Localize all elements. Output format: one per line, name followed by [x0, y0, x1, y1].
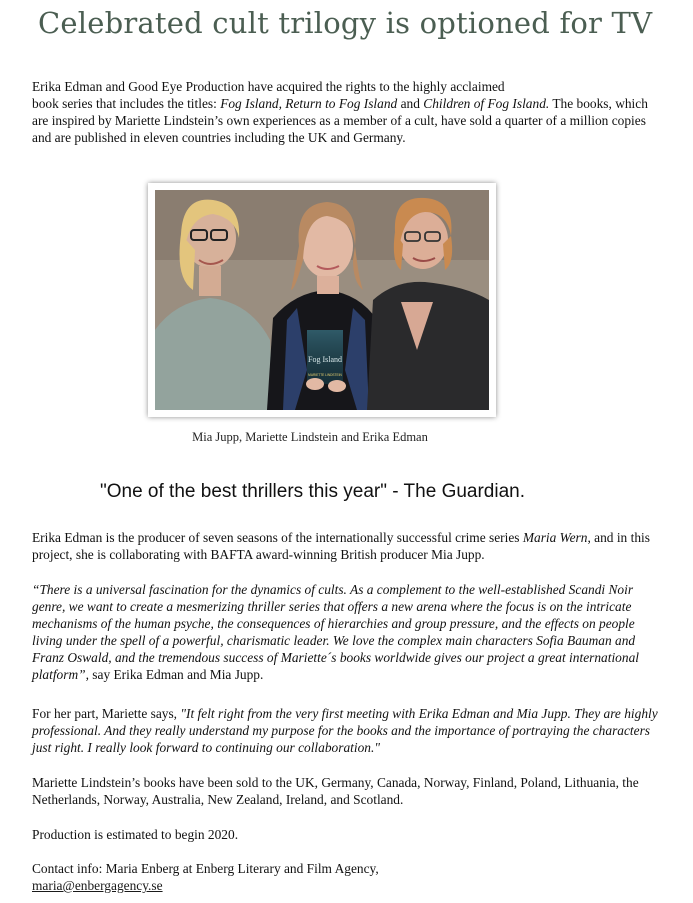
book-cover-title: Fog Island	[308, 355, 342, 364]
quote-attribution: say Erika Edman and Mia Jupp.	[88, 667, 264, 682]
intro-line-1: Erika Edman and Good Eye Production have acquired the rights to the highly acclaimed	[32, 79, 505, 94]
photo-frame	[148, 183, 496, 417]
mariette-quote: "It felt right from the very first meeting with Erika Edman and Mia Jupp. They are highly professional. And they really understand my purpose for the books and the importance of portraying the characters just right. I really look forward to continuing our collaboration."	[32, 706, 658, 755]
contact-email-link[interactable]: maria@enbergagency.se	[32, 878, 163, 893]
series-title: Maria Wern	[522, 530, 588, 545]
book-cover-author: MARIETTE LINDSTEIN	[308, 373, 342, 377]
countries-paragraph: Mariette Lindstein’s books have been sold to the UK, Germany, Canada, Norway, Finland, Poland, Lithuania, the Netherlands, Norway, Australia, New Zealand, Ireland, and Scotland.	[32, 775, 639, 807]
book-titles-1: Fog Island, Return to Fog Island	[220, 96, 398, 111]
production-paragraph: Production is estimated to begin 2020.	[32, 827, 239, 842]
intro-paragraph	[32, 78, 662, 146]
photo-caption: Mia Jupp, Mariette Lindstein and Erika Edman	[192, 430, 428, 444]
contact-paragraph	[32, 860, 662, 894]
producer-paragraph	[32, 529, 662, 563]
mariette-text: For her part, Mariette says,	[32, 706, 181, 721]
intro-text-b: The books, which are inspired by Mariette Lindstein’s own experiences as a member of a cult, have sold a quarter of a million copies and are published in eleven countries including the UK and Germany.	[32, 96, 648, 145]
quote-italic: “There is a universal fascination for the dynamics of cults. As a complement to the well-established Scandi Noir genre, we want to create a mesmerizing thriller series that offers a new arena where the focus is on the intricate mechanisms of the human psyche, the consequences of hierarchies and group pressure, and the effects on people living under the spell of a powerful, charismatic leader. We love the complex main characters Sofia Bauman and Franz Oswald, and the tremendous success of Mariette´s books worldwide gives our project a great international platform”,	[32, 582, 639, 682]
contact-text: Contact info: Maria Enberg at Enberg Literary and Film Agency,	[32, 861, 379, 876]
intro-and: and	[397, 96, 424, 111]
book-titles-2: Children of Fog Island.	[423, 96, 550, 111]
mariette-paragraph	[32, 705, 662, 756]
intro-text-a: book series that includes the titles:	[32, 96, 221, 111]
page-title: Celebrated cult trilogy is optioned for TV	[38, 6, 653, 40]
group-photo	[155, 190, 489, 410]
producer-text-b: , and in this project, she is collaborating with BAFTA award-winning British producer Mia Jupp.	[32, 530, 650, 562]
pull-quote: "One of the best thrillers this year" - The Guardian.	[100, 481, 526, 502]
quote-paragraph	[32, 581, 662, 683]
producer-text-a: Erika Edman is the producer of seven seasons of the internationally successful crime series	[32, 530, 523, 545]
